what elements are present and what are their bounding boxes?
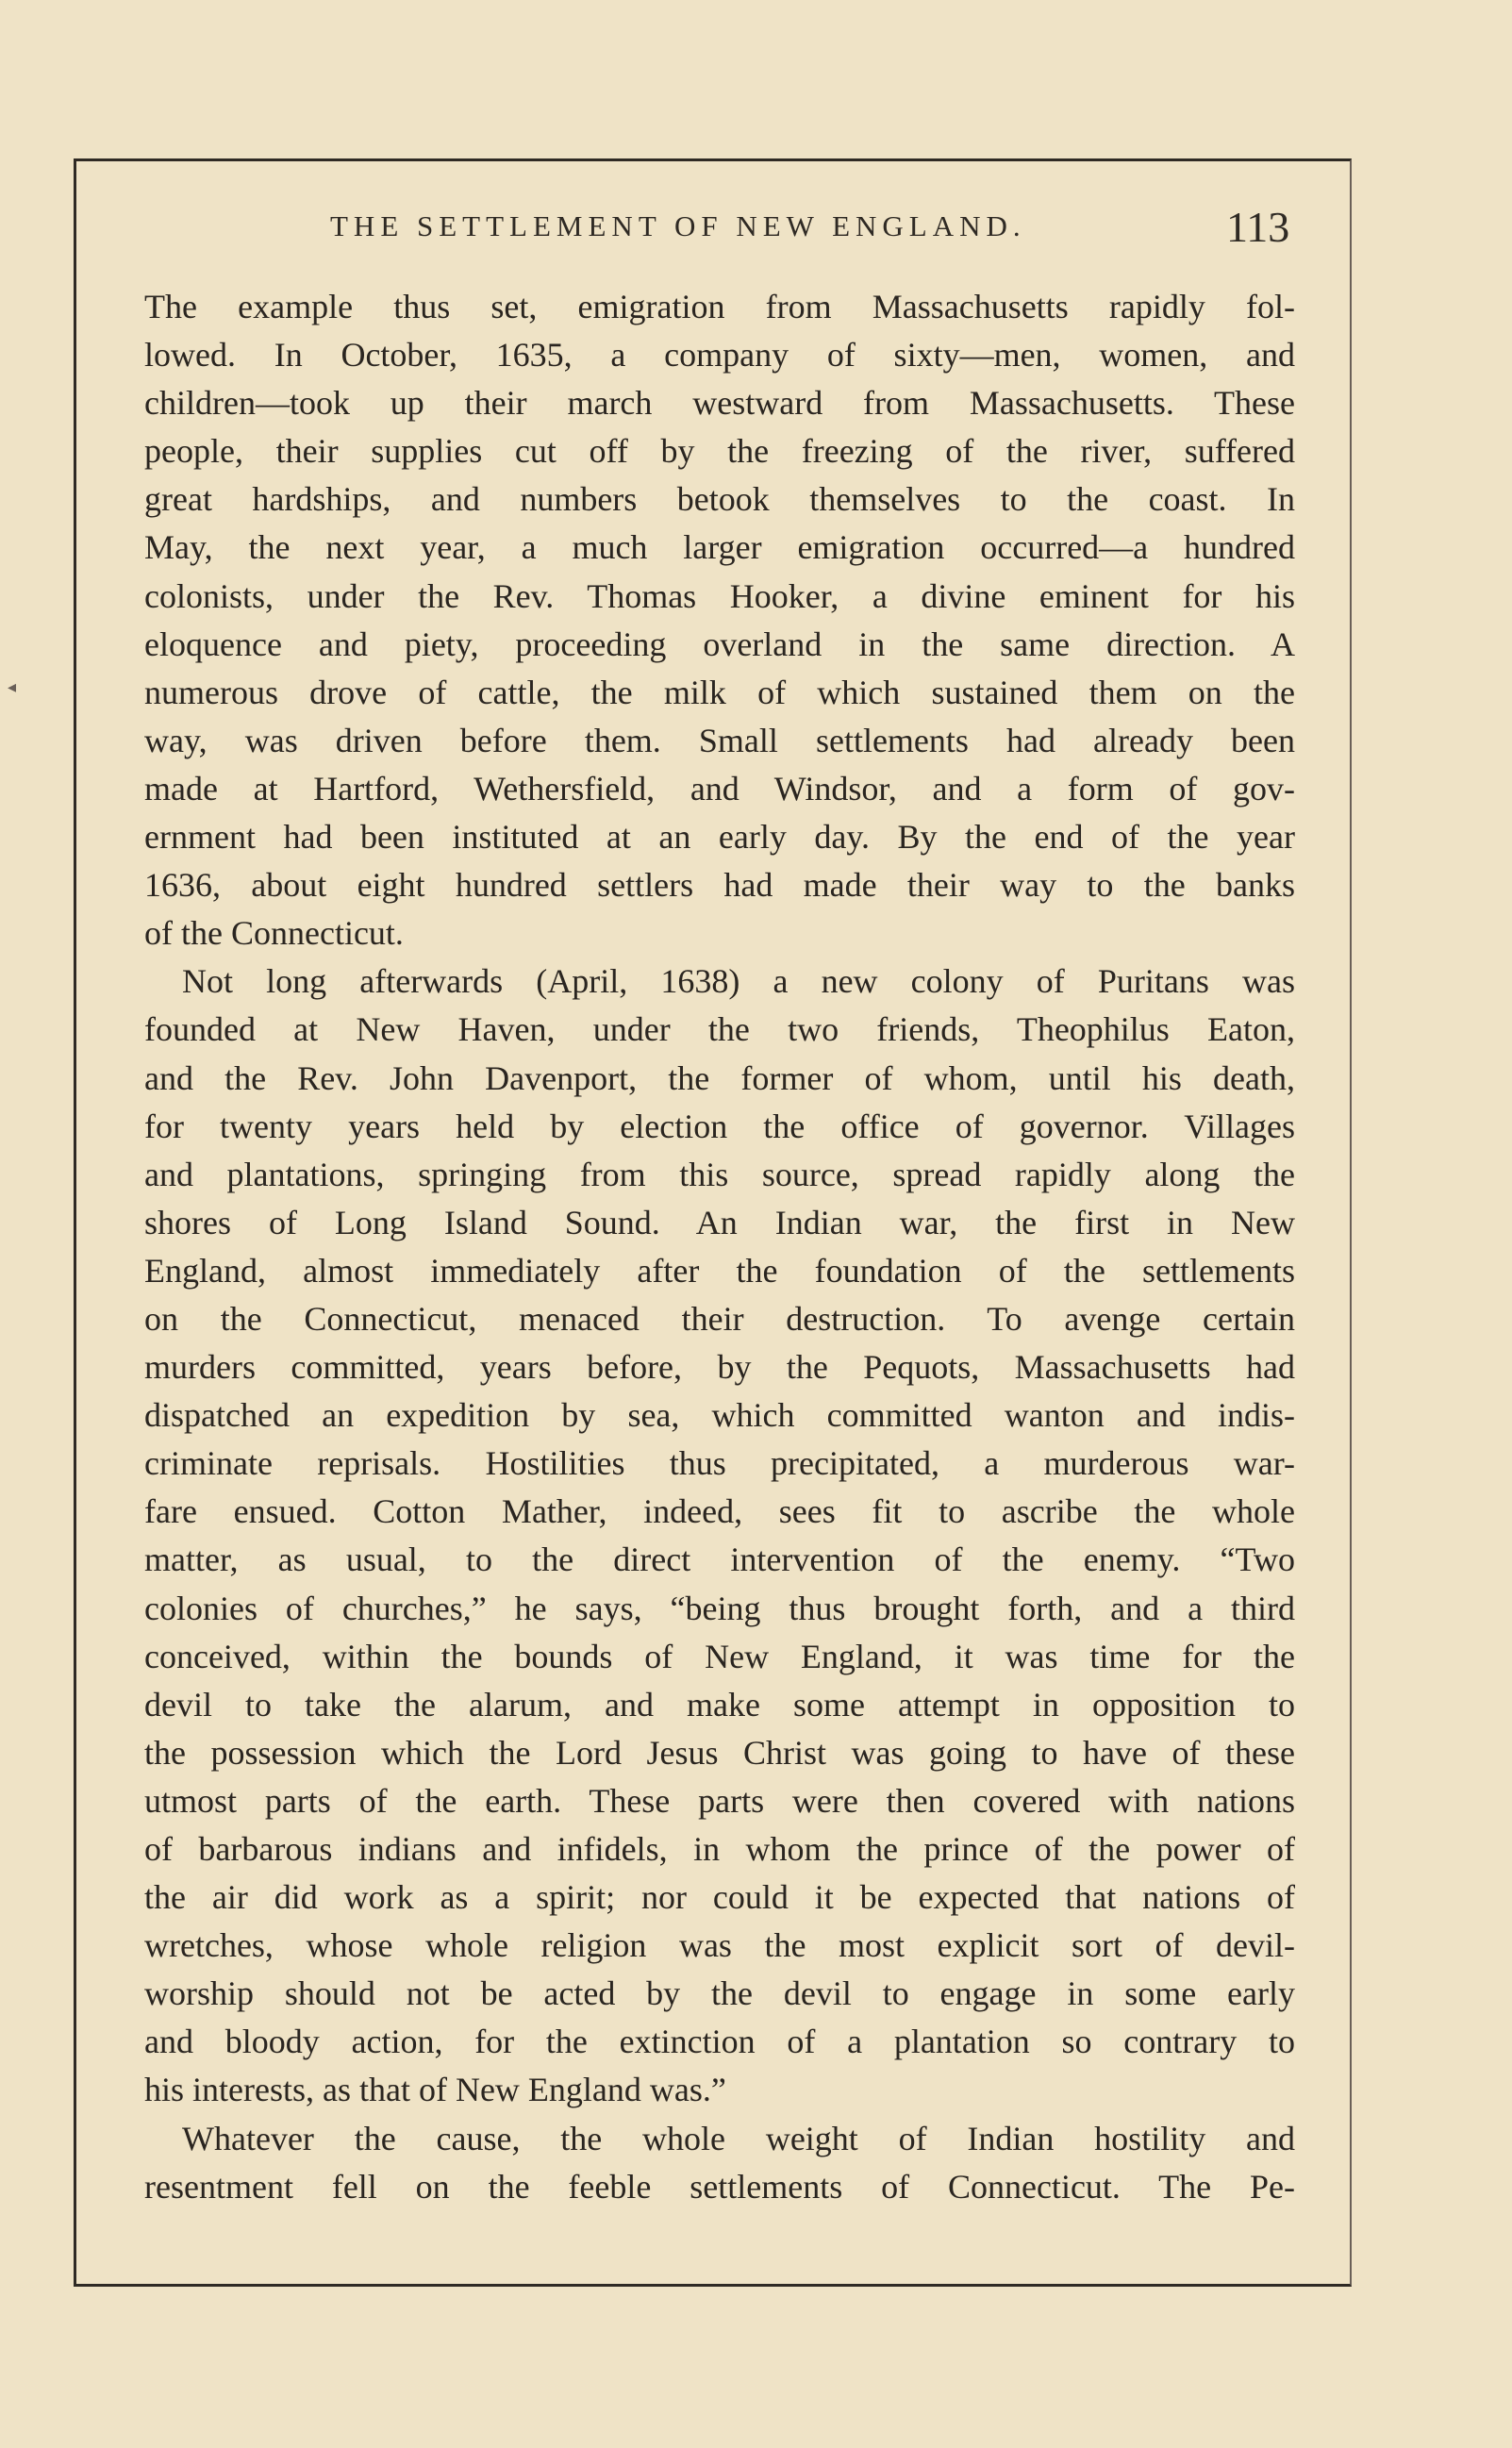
text-line: dispatched an expedition by sea, which committed wanton and indis-: [144, 1396, 1295, 1435]
text-line: murders committed, years before, by the Pequots, Massachusetts had: [144, 1348, 1295, 1387]
text-line: children—took up their march westward from Massachusetts. These: [144, 384, 1295, 423]
text-line: of the Connecticut.: [144, 914, 404, 953]
text-line: resentment fell on the feeble settlements of Connecticut. The Pe-: [144, 2167, 1295, 2206]
text-line: and plantations, springing from this source, spread rapidly along the: [144, 1155, 1295, 1193]
text-line: the air did work as a spirit; nor could it be expected that nations of: [144, 1878, 1295, 1917]
text-line: shores of Long Island Sound. An Indian war, the first in New: [144, 1203, 1295, 1241]
text-line: fare ensued. Cotton Mather, indeed, sees fit to ascribe the whole: [144, 1492, 1295, 1531]
margin-mark: ◂: [8, 677, 17, 696]
text-line: way, was driven before them. Small settlements had already been: [144, 721, 1295, 759]
text-line: The example thus set, emigration from Massachusetts rapidly fol-: [144, 288, 1295, 325]
text-line: for twenty years held by election the office of governor. Villages: [144, 1107, 1295, 1145]
text-line: England, almost immediately after the foundation of the settlements: [144, 1251, 1295, 1290]
text-line: matter, as usual, to the direct intervention of the enemy. “Two: [144, 1540, 1295, 1579]
text-line: ernment had been instituted at an early day. By the end of the year: [144, 818, 1295, 857]
text-line: colonists, under the Rev. Thomas Hooker, a divine eminent for his: [144, 576, 1295, 615]
text-line: made at Hartford, Wethersfield, and Windsor, and a form of gov-: [144, 769, 1295, 808]
running-title: THE SETTLEMENT OF NEW ENGLAND.: [330, 209, 1026, 242]
text-line: criminate reprisals. Hostilities thus precipitated, a murderous war-: [144, 1444, 1295, 1483]
text-line: and bloody action, for the extinction of a plantation so contrary to: [144, 2023, 1295, 2061]
text-line: and the Rev. John Davenport, the former of whom, until his death,: [144, 1058, 1295, 1097]
text-line: utmost parts of the earth. These parts were then covered with nations: [144, 1781, 1295, 1820]
text-line: founded at New Haven, under the two friends, Theophilus Eaton,: [144, 1010, 1295, 1049]
text-line: on the Connecticut, menaced their destruction. To avenge certain: [144, 1299, 1295, 1338]
text-line: of barbarous indians and infidels, in whom the prince of the power of: [144, 1830, 1295, 1868]
text-line: Not long afterwards (April, 1638) a new colony of Puritans was: [182, 962, 1295, 1001]
text-line: 1636, about eight hundred settlers had made their way to the banks: [144, 866, 1295, 905]
text-line: people, their supplies cut off by the freezing of the river, suffered: [144, 432, 1295, 471]
text-line: his interests, as that of New England was.”: [144, 2071, 726, 2109]
body-text: [144, 283, 1295, 2211]
text-line: great hardships, and numbers betook themselves to the coast. In: [144, 480, 1295, 519]
text-line: devil to take the alarum, and make some attempt in opposition to: [144, 1685, 1295, 1724]
text-line: worship should not be acted by the devil to engage in some early: [144, 1974, 1295, 2013]
text-line: lowed. In October, 1635, a company of sixty—men, women, and: [144, 336, 1295, 375]
text-line: Whatever the cause, the whole weight of Indian hostility and: [182, 2119, 1295, 2157]
text-line: conceived, within the bounds of New England, it was time for the: [144, 1637, 1295, 1675]
text-line: May, the next year, a much larger emigration occurred—a hundred: [144, 528, 1295, 567]
text-line: numerous drove of cattle, the milk of which sustained them on the: [144, 673, 1295, 711]
text-line: the possession which the Lord Jesus Christ was going to have of these: [144, 1733, 1295, 1772]
text-line: wretches, whose whole religion was the most explicit sort of devil-: [144, 1926, 1295, 1965]
page-number: 113: [1226, 203, 1290, 251]
text-line: colonies of churches,” he says, “being thus brought forth, and a third: [144, 1589, 1295, 1627]
text-line: eloquence and piety, proceeding overland in the same direction. A: [144, 624, 1295, 663]
